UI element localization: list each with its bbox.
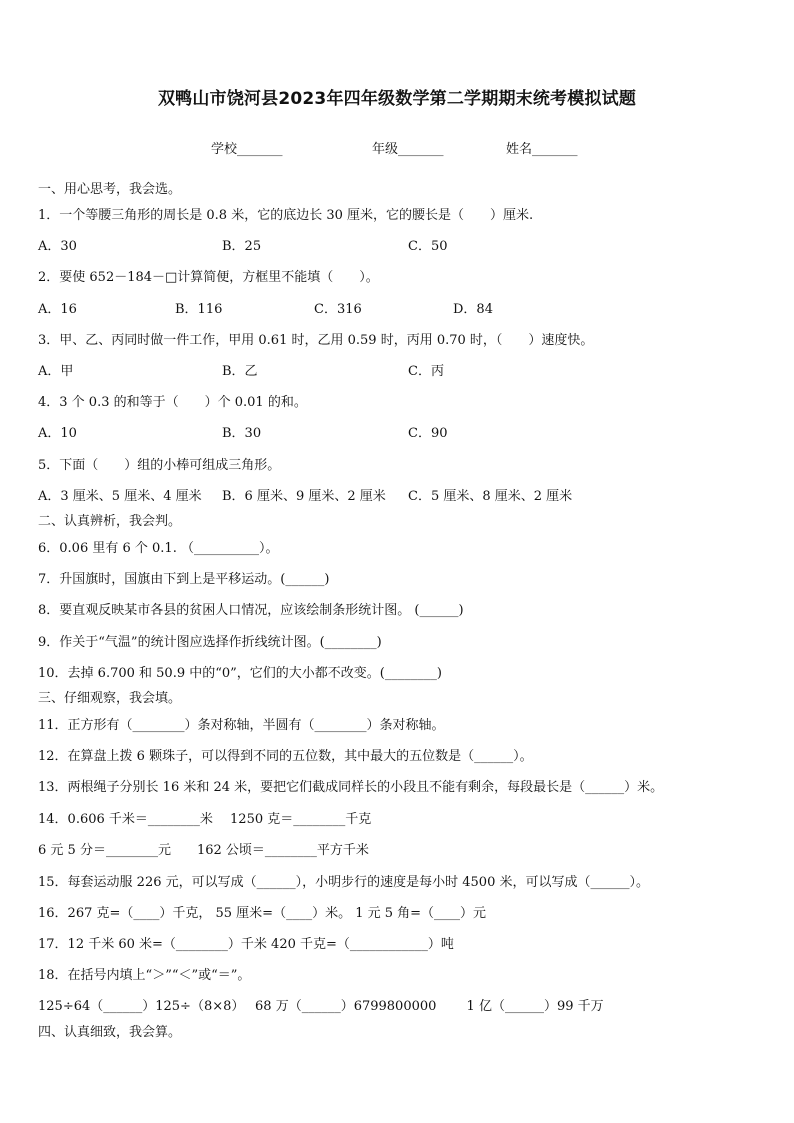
question-9: 9．作关于“气温”的统计图应选择作折线统计图。(________) xyxy=(38,635,382,650)
q4-option-a: A．10 xyxy=(38,426,77,441)
question-14-line-2: 6 元 5 分＝________元 162 公顷＝________平方千米 xyxy=(38,843,369,858)
question-16: 16．267 克=（____）千克， 55 厘米=（____）米。 1 元 5 角=（____）元 xyxy=(38,906,487,921)
question-1: 1．一个等腰三角形的周长是 0.8 米，它的底边长 30 厘米，它的腰长是（ ）厘米. xyxy=(38,208,534,223)
school-field: 学校_______ xyxy=(211,142,283,157)
q2-option-d: D．84 xyxy=(453,302,493,317)
q5-option-a: A．3 厘米、5 厘米、4 厘米 xyxy=(38,489,202,504)
question-7: 7．升国旗时，国旗由下到上是平移运动。(______) xyxy=(38,572,330,587)
q3-option-a: A．甲 xyxy=(38,364,74,379)
q2-option-b: B．116 xyxy=(175,302,223,317)
question-8: 8．要直观反映某市各县的贫困人口情况，应该绘制条形统计图。 (______) xyxy=(38,603,464,618)
section-heading-3: 三、仔细观察，我会填。 xyxy=(38,691,182,706)
question-6: 6．0.06 里有 6 个 0.1. （__________）。 xyxy=(38,541,279,556)
q3-option-b: B．乙 xyxy=(222,364,258,379)
question-15: 15．每套运动服 226 元，可以写成（______），小明步行的速度是每小时 4500 米，可以写成（______）。 xyxy=(38,875,649,890)
question-10: 10．去掉 6.700 和 50.9 中的“0”，它们的大小都不改变。(________) xyxy=(38,666,442,681)
question-13: 13．两根绳子分别长 16 米和 24 米，要把它们截成同样长的小段且不能有剩余，每段最长是（______）米。 xyxy=(38,780,664,795)
section-heading-2: 二、认真辨析，我会判。 xyxy=(38,514,182,529)
name-field: 姓名_______ xyxy=(506,142,578,157)
question-5: 5．下面（ ）组的小棒可组成三角形。 xyxy=(38,458,281,473)
question-14-line-1: 14．0.606 千米＝________米 1250 克＝________千克 xyxy=(38,812,372,827)
question-17: 17．12 千米 60 米=（________）千米 420 千克=（____________）吨 xyxy=(38,937,454,952)
q1-option-b: B．25 xyxy=(222,239,262,254)
q1-option-a: A．30 xyxy=(38,239,77,254)
question-18: 18．在括号内填上“＞”“＜”或“＝”。 xyxy=(38,968,251,983)
q3-option-c: C．丙 xyxy=(408,364,444,379)
q2-option-c: C．316 xyxy=(314,302,362,317)
question-11: 11．正方形有（________）条对称轴，半圆有（________）条对称轴。 xyxy=(38,718,445,733)
section-heading-1: 一、用心思考，我会选。 xyxy=(38,182,182,197)
question-4: 4．3 个 0.3 的和等于（ ）个 0.01 的和。 xyxy=(38,395,307,410)
question-18-comparisons: 125÷64（______）125÷（8×8） 68 万（______）6799800000 1 亿（______）99 千万 xyxy=(38,999,604,1014)
grade-field: 年级_______ xyxy=(372,142,444,157)
question-2: 2．要使 652－184－□计算简便，方框里不能填（ ）。 xyxy=(38,270,379,285)
q4-option-c: C．90 xyxy=(408,426,448,441)
question-3: 3．甲、乙、丙同时做一件工作，甲用 0.61 时，乙用 0.59 时，丙用 0.70 时，（ ）速度快。 xyxy=(38,333,594,348)
q5-option-c: C．5 厘米、8 厘米、2 厘米 xyxy=(408,489,573,504)
q2-option-a: A．16 xyxy=(38,302,77,317)
question-12: 12．在算盘上拨 6 颗珠子，可以得到不同的五位数，其中最大的五位数是（______）。 xyxy=(38,749,533,764)
page-title: 双鸭山市饶河县2023年四年级数学第二学期期末统考模拟试题 xyxy=(157,89,637,109)
q4-option-b: B．30 xyxy=(222,426,262,441)
q1-option-c: C．50 xyxy=(408,239,448,254)
q5-option-b: B．6 厘米、9 厘米、2 厘米 xyxy=(222,489,386,504)
section-heading-4: 四、认真细致，我会算。 xyxy=(38,1025,182,1040)
